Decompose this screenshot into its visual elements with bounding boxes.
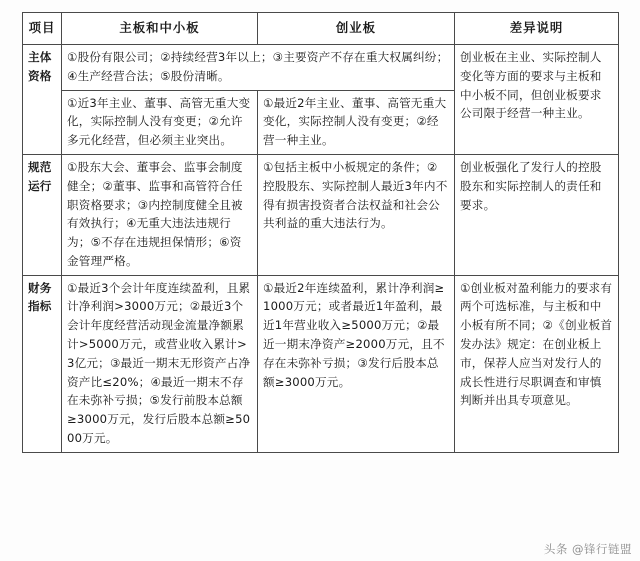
watermark-source: 头条: [543, 542, 568, 556]
row-label-financial-indicators: 财务指标: [23, 275, 62, 452]
cell-difference-standardized-operation: 创业板强化了发行人的控股股东和实际控制人的责任和要求。: [455, 155, 619, 276]
cell-main-sme-subject-qualification: ①近3年主业、董事、高管无重大变化，实际控制人没有变更；②允许多元化经营，但必须主业突出。: [62, 90, 258, 154]
comparison-table: [22, 12, 619, 453]
cell-gem-subject-qualification: ①最近2年主业、董事、高管无重大变化，实际控制人没有变更；②经营一种主业。: [258, 90, 455, 154]
cell-gem-financial-indicators: ①最近2年连续盈利，累计净利润≥1000万元；或者最近1年盈利，最近1年营业收入≥5000万元；②最近一期末净资产≥2000万元，且不存在未弥补亏损；③发行后股本总额≥3000万元。: [258, 275, 455, 452]
table-header-row: [23, 13, 619, 45]
column-header-main-sme: 主板和中小板: [62, 13, 258, 45]
comparison-table-container: [22, 12, 618, 453]
watermark-handle: @锋行链盟: [572, 542, 632, 556]
column-header-item: 项目: [23, 13, 62, 45]
shared-note-subject-qualification: ①股份有限公司；②持续经营3年以上；③主要资产不存在重大权属纠纷；④生产经营合法；⑤股份清晰。: [62, 45, 455, 91]
cell-main-sme-standardized-operation: ①股东大会、董事会、监事会制度健全；②董事、监事和高管符合任职资格要求；③内控制度健全且被有效执行；④无重大违法违规行为；⑤不存在违规担保情形；⑥资金管理严格。: [62, 155, 258, 276]
column-header-gem: 创业板: [258, 13, 455, 45]
cell-main-sme-financial-indicators: ①最近3个会计年度连续盈利，且累计净利润>3000万元；②最近3个会计年度经营活动现金流量净额累计>5000万元，或营业收入累计>3亿元；③最近一期末无形资产占净资产比≤20%；④最近一期末不存在未弥补亏损；⑤发行前股本总额≥3000万元，发行后股本总额≥5000万元。: [62, 275, 258, 452]
row-label-subject-qualification: 主体资格: [23, 45, 62, 155]
table-header: [23, 13, 619, 45]
table-body: [23, 45, 619, 453]
cell-difference-subject-qualification: 创业板在主业、实际控制人变化等方面的要求与主板和中小板不同，但创业板要求公司限于经营一种主业。: [455, 45, 619, 155]
cell-difference-financial-indicators: ①创业板对盈利能力的要求有两个可选标准，与主板和中小板有所不同；②《创业板首发办法》规定：在创业板上市，保荐人应当对发行人的成长性进行尽职调查和审慎判断并出具专项意见。: [455, 275, 619, 452]
column-header-difference: 差异说明: [455, 13, 619, 45]
table-row: [23, 155, 619, 276]
table-row: [23, 45, 619, 91]
watermark: [544, 541, 632, 557]
cell-gem-standardized-operation: ①包括主板中小板规定的条件；②控股股东、实际控制人最近3年内不得有损害投资者合法权益和社会公共利益的重大违法行为。: [258, 155, 455, 276]
table-row: [23, 275, 619, 452]
row-label-standardized-operation: 规范运行: [23, 155, 62, 276]
